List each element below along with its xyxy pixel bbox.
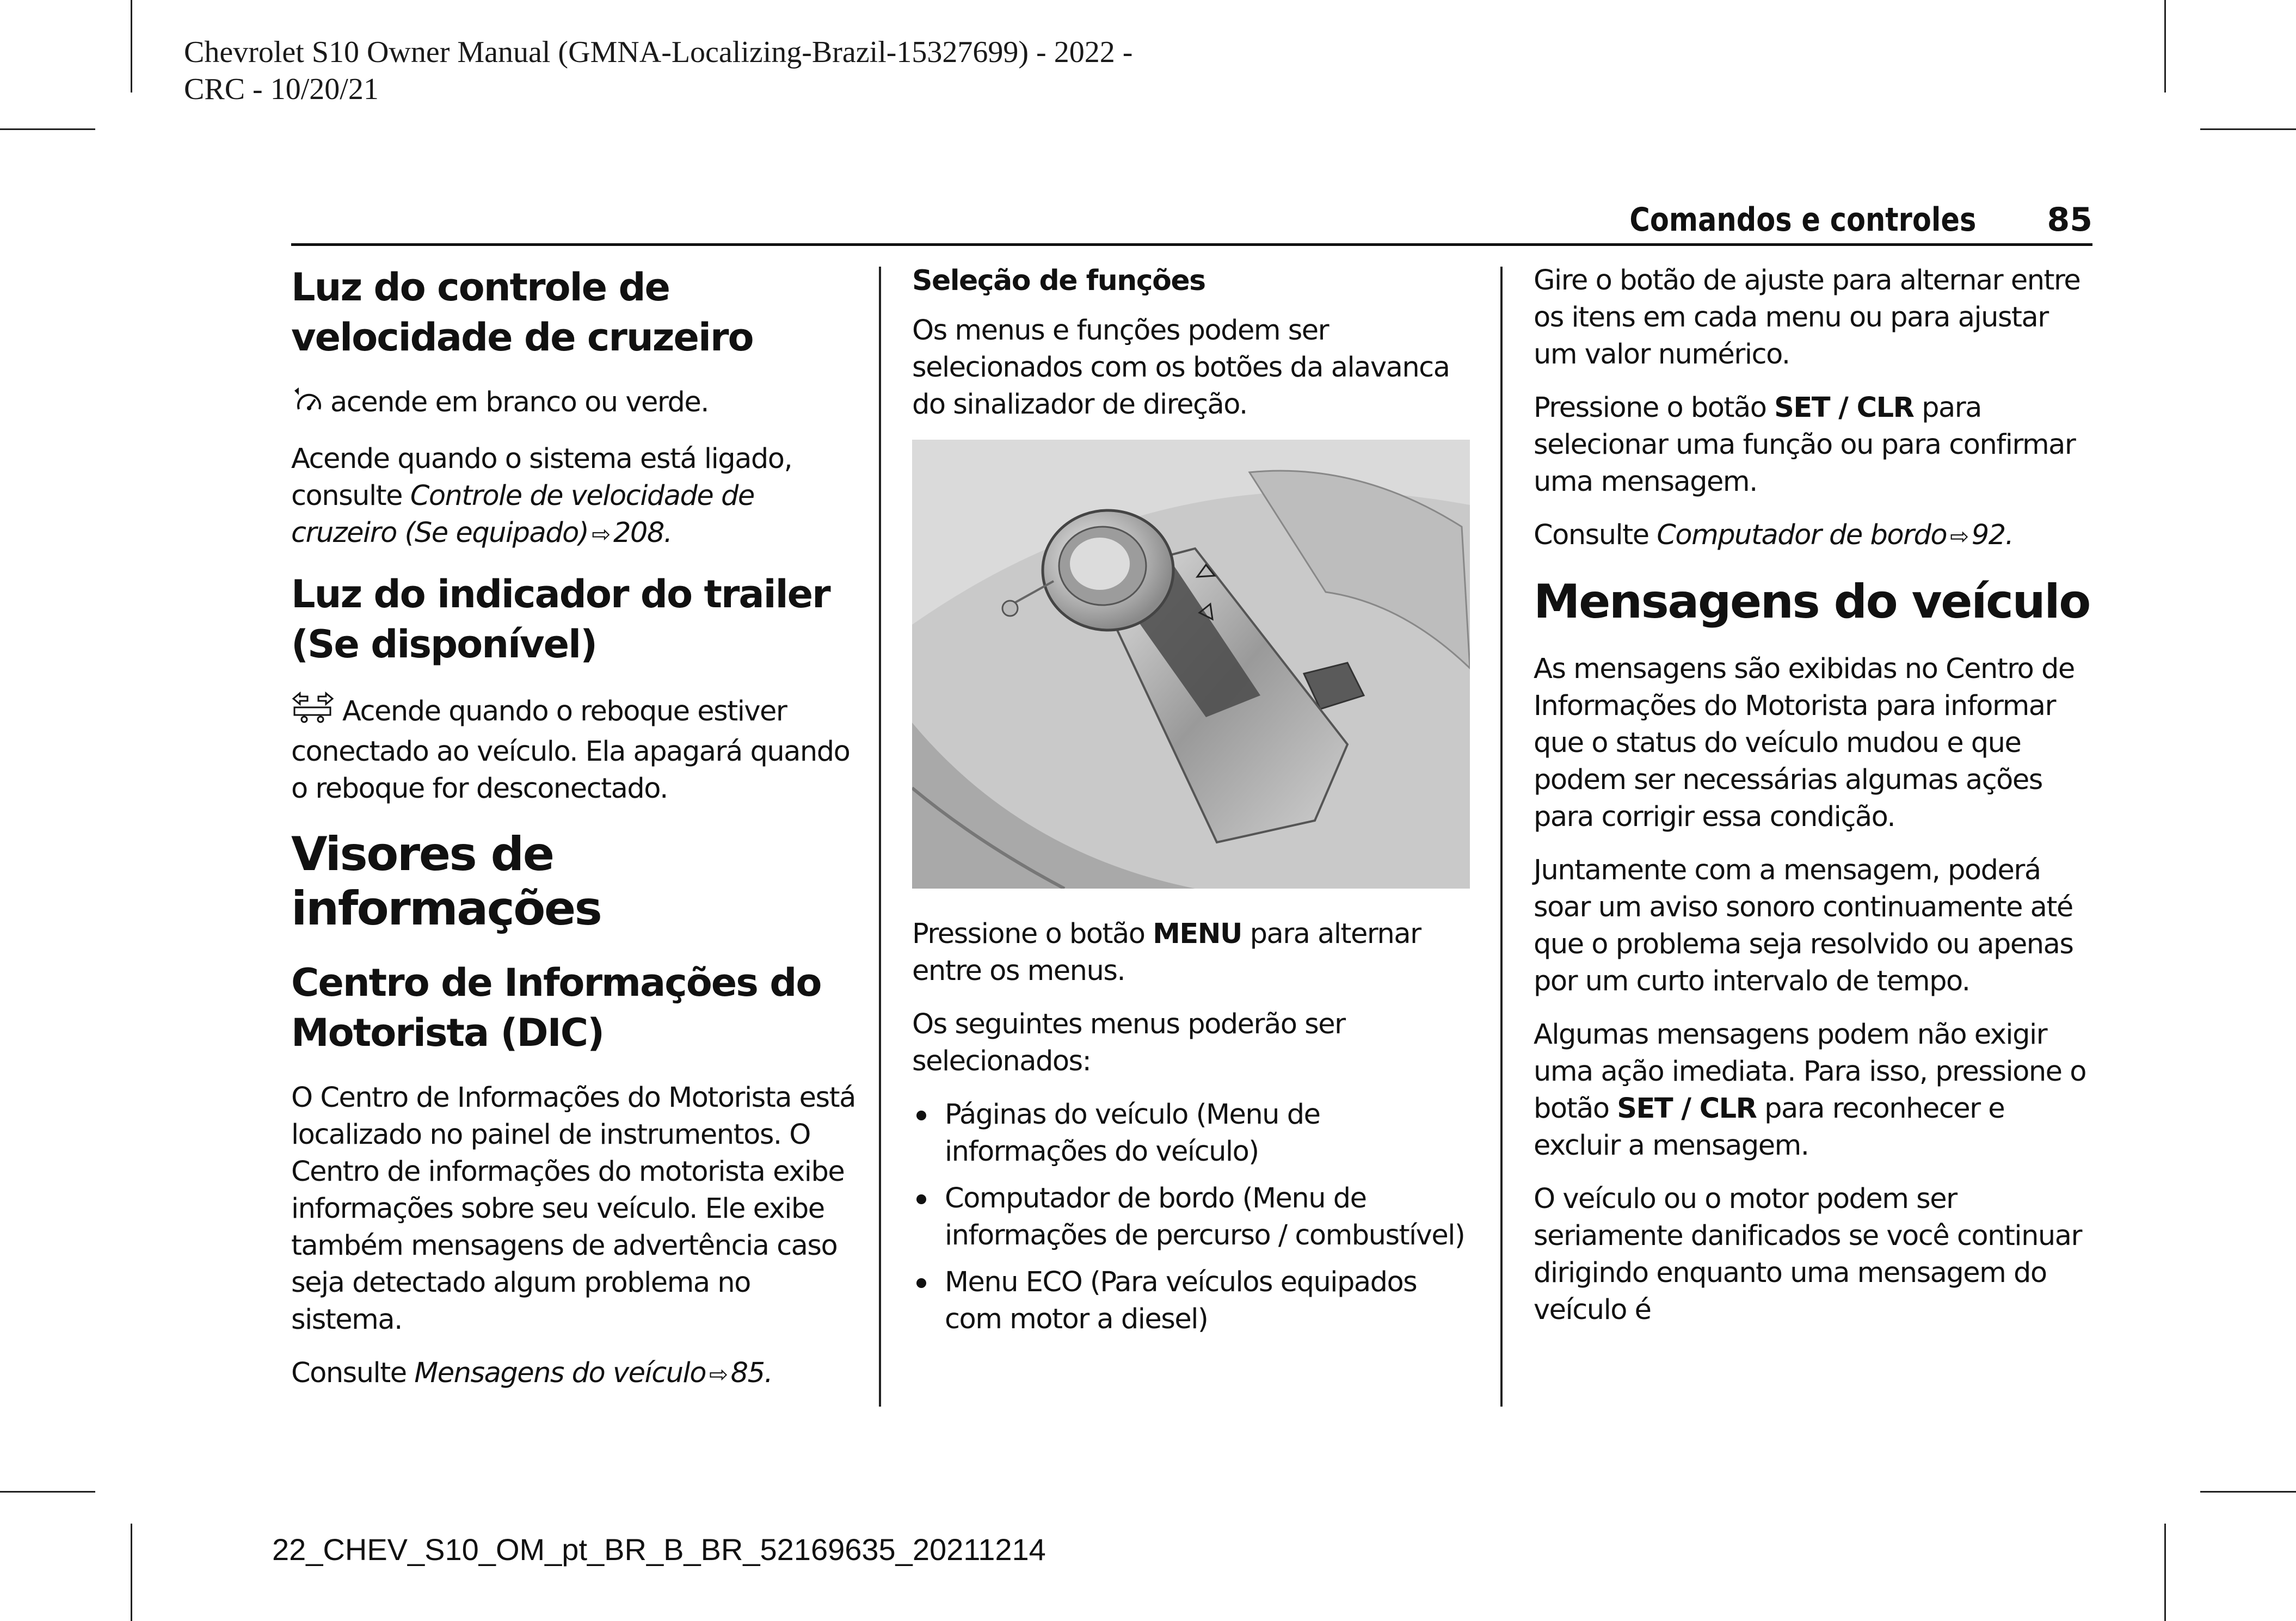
set-clr-label: SET / CLR <box>1774 392 1914 424</box>
column-divider <box>879 267 881 1407</box>
period: . <box>764 1357 773 1389</box>
paragraph-trailer <box>291 691 863 808</box>
paragraph-menu-button <box>912 916 1481 990</box>
text-run: Pressione o botão <box>1534 392 1775 424</box>
paragraph-consult-messages <box>291 1355 863 1393</box>
cruise-icon-text: acende em branco ou verde. <box>330 386 709 418</box>
cruise-control-icon <box>291 386 323 424</box>
text-run: Consulte <box>291 1357 415 1389</box>
menu-button-label: MENU <box>1153 918 1242 950</box>
cross-reference-arrow-icon: ⇨ <box>1950 523 1968 550</box>
heading-cruise-light: Luz do controle de velocidade de cruzeiro <box>291 265 753 360</box>
text-run: Algumas mensagens podem não exigir uma ação imediata. Para isso, pressione o botão <box>1534 1019 2086 1125</box>
list-item: Páginas do veículo (Menu de informações do veículo) <box>912 1096 1481 1170</box>
paragraph-set-clr <box>1534 390 2091 501</box>
cross-reference-arrow-icon: ⇨ <box>592 521 610 547</box>
crop-mark <box>0 1491 95 1493</box>
paragraph-messages-3 <box>1534 1016 2091 1164</box>
paragraph-messages-1: As mensagens são exibidas no Centro de Informações do Motorista para informar que o status do veículo mudou e que podem ser necessárias algumas ações para corrigir essa condição. <box>1534 653 2075 833</box>
crop-mark <box>0 128 95 130</box>
menu-list <box>912 1096 1481 1338</box>
heading-function-selection: Seleção de funções <box>912 264 1205 297</box>
footer-document-code: 22_CHEV_S10_OM_pt_BR_B_BR_52169635_20211214 <box>272 1532 1046 1567</box>
set-clr-label: SET / CLR <box>1617 1093 1757 1125</box>
paragraph-menus-intro: Os seguintes menus poderão ser selecionados: <box>912 1008 1345 1077</box>
cross-reference-arrow-icon: ⇨ <box>709 1361 728 1388</box>
crop-mark <box>2200 1491 2296 1493</box>
crop-mark <box>2200 128 2296 130</box>
column-divider <box>1500 267 1503 1407</box>
crop-mark <box>131 1524 132 1621</box>
column-right <box>1534 262 2091 1345</box>
xref-page-number[interactable]: 92. <box>1971 519 2014 551</box>
heading-info-displays: Visores de informações <box>291 827 601 936</box>
turn-signal-lever-illustration <box>912 440 1470 889</box>
crop-mark <box>131 0 132 93</box>
list-item: Menu ECO (Para veículos equipados com motor a diesel) <box>912 1264 1481 1338</box>
heading-dic: Centro de Informações do Motorista (DIC) <box>291 960 821 1055</box>
paragraph-messages-2: Juntamente com a mensagem, poderá soar um aviso sonoro continuamente até que o problema seja resolvido ou apenas por um curto intervalo de tempo. <box>1534 854 2073 997</box>
text-run: Acende quando o sistema está ligado, consulte <box>291 443 792 512</box>
heading-vehicle-messages: Mensagens do veículo <box>1534 575 2090 629</box>
paragraph-messages-4: O veículo ou o motor podem ser seriamente danificados se você continuar dirigindo enquanto uma mensagem do veículo é <box>1534 1183 2082 1326</box>
xref-page-number[interactable]: 85 <box>730 1357 765 1389</box>
crop-mark <box>2164 1524 2166 1621</box>
paragraph-dic: O Centro de Informações do Motorista está localizado no painel de instrumentos. O Centro de informações do motorista exibe informações sobre seu veículo. Ele exibe também mensagens de advertência caso seja detectado algum problema no sistema. <box>291 1082 855 1336</box>
page-number: 85 <box>2047 201 2092 239</box>
column-middle <box>912 262 1481 1349</box>
paragraph-cruise-icon <box>291 384 863 424</box>
text-run: para selecionar uma função ou para confirmar uma mensagem. <box>1534 392 2076 498</box>
meta-line-2: CRC - 10/20/21 <box>184 72 379 106</box>
paragraph-consult-trip-computer <box>1534 517 2091 555</box>
trailer-text: Acende quando o reboque estiver conectado ao veículo. Ela apagará quando o reboque for desconectado. <box>291 695 850 805</box>
text-run: Pressione o botão <box>912 918 1153 950</box>
text-run: para alternar entre os menus. <box>912 918 1421 987</box>
running-head <box>291 199 2092 246</box>
paragraph-cruise-description <box>291 441 863 553</box>
trailer-icon <box>291 691 335 734</box>
xref-page-number[interactable]: 208 <box>613 517 664 549</box>
text-run: para reconhecer e excluir a mensagem. <box>1534 1093 2005 1162</box>
text-run: Consulte <box>1534 519 1657 551</box>
list-item: Computador de bordo (Menu de informações de percurso / combustível) <box>912 1180 1481 1254</box>
paragraph-function-selection: Os menus e funções podem ser selecionados com os botões da alavanca do sinalizador de direção. <box>912 315 1450 421</box>
xref-cruise-control[interactable]: Controle de velocidade de cruzeiro (Se equipado) <box>291 480 754 549</box>
column-left <box>291 262 863 1409</box>
period: . <box>663 517 672 549</box>
document-meta <box>184 34 1132 108</box>
heading-trailer-light: Luz do indicador do trailer (Se disponível) <box>291 572 830 667</box>
section-title: Comandos e controles <box>1629 201 1977 239</box>
xref-trip-computer[interactable]: Computador de bordo <box>1657 519 1947 551</box>
crop-mark <box>2164 0 2166 93</box>
xref-vehicle-messages[interactable]: Mensagens do veículo <box>414 1357 706 1389</box>
paragraph-adjust-knob: Gire o botão de ajuste para alternar entre os itens em cada menu ou para ajustar um valor numérico. <box>1534 264 2080 371</box>
meta-line-1: Chevrolet S10 Owner Manual (GMNA-Localizing-Brazil-15327699) - 2022 - <box>184 35 1133 69</box>
